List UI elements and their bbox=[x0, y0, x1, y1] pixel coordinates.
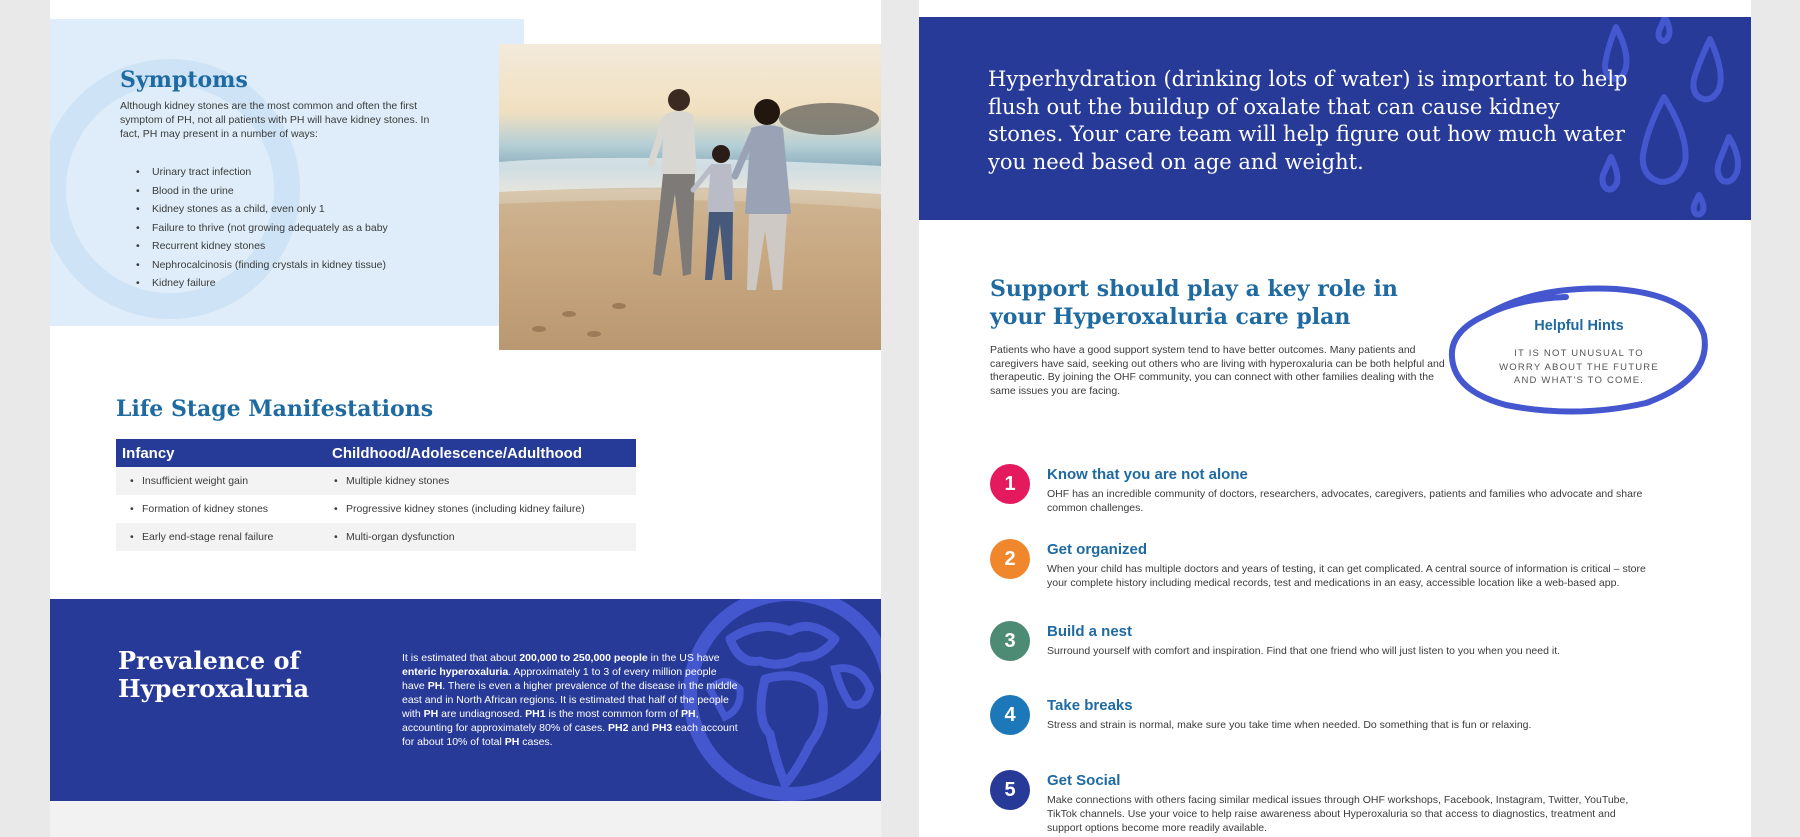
support-title: Support should play a key role in your Hyperoxaluria care plan bbox=[990, 276, 1398, 330]
page-footer-strip bbox=[50, 801, 881, 837]
table-cell: • Multiple kidney stones bbox=[326, 467, 636, 495]
helpful-hints-callout bbox=[1446, 279, 1712, 419]
table-cell: • Insufficient weight gain bbox=[116, 467, 326, 495]
table-row bbox=[116, 495, 636, 523]
table-header-childhood: Childhood/Adolescence/Adulthood bbox=[326, 439, 636, 467]
list-item: • Recurrent kidney stones bbox=[152, 237, 388, 256]
support-text: Patients who have a good support system tend to have better outcomes. Many patients and caregivers have said, seeking out others who are living with hyperoxaluria can be both helpful and therapeutic. By joining the OHF community, you can connect with other families dealing with the same issues you are facing. bbox=[990, 344, 1445, 397]
cell-text: Multi-organ dysfunction bbox=[346, 531, 455, 543]
tip-text: Make connections with others facing similar medical issues through OHF workshops, Facebook, Instagram, Twitter, YouTube, TikTok channels. Use your voice to help raise awareness about Hyperoxaluria so that access to diagnostics, treatment and support options become more readily available. bbox=[1047, 794, 1629, 834]
text-bold: PH bbox=[680, 708, 696, 720]
table-row bbox=[116, 467, 636, 495]
number-badge: 2 bbox=[990, 539, 1030, 579]
table-cell: • Progressive kidney stones (including kidney failure) bbox=[326, 495, 636, 523]
text-run: cases. bbox=[519, 736, 553, 748]
list-item: • Nephrocalcinosis (finding crystals in kidney tissue) bbox=[152, 256, 388, 275]
number-badge: 1 bbox=[990, 464, 1030, 504]
prevalence-text bbox=[402, 651, 742, 749]
list-item: • Failure to thrive (not growing adequately as a baby bbox=[152, 219, 388, 238]
table-cell: • Multi-organ dysfunction bbox=[326, 523, 636, 551]
cell-text: Early end-stage renal failure bbox=[142, 531, 274, 543]
prevalence-section bbox=[50, 599, 881, 801]
tip-text: Surround yourself with comfort and inspiration. Find that one friend who will just listen to you when you need it. bbox=[1047, 645, 1561, 657]
beach-scene-illustration bbox=[499, 44, 881, 350]
tip-title: Get organized bbox=[1047, 541, 1148, 558]
text-run: and bbox=[628, 722, 652, 734]
cell-text: Formation of kidney stones bbox=[142, 503, 269, 515]
tip-title: Know that you are not alone bbox=[1047, 466, 1248, 483]
list-item: • Kidney failure bbox=[152, 274, 388, 293]
life-stage-table bbox=[116, 439, 636, 551]
text-bold: PH bbox=[423, 708, 439, 720]
text-bold: enteric hyperoxaluria bbox=[402, 666, 509, 678]
symptoms-panel bbox=[50, 19, 524, 326]
table-row bbox=[116, 523, 636, 551]
prevalence-title bbox=[118, 647, 338, 703]
number-badge: 3 bbox=[990, 621, 1030, 661]
helpful-hints-text: IT IS NOT UNUSUAL TO WORRY ABOUT THE FUTURE AND WHAT'S TO COME. bbox=[1499, 348, 1659, 386]
text-run: , accounting for approximately 80% of cases. bbox=[402, 708, 699, 734]
table-cell: • Early end-stage renal failure bbox=[116, 523, 326, 551]
text-bold: PH bbox=[427, 680, 443, 692]
cell-text: Progressive kidney stones (including kidney failure) bbox=[346, 503, 585, 515]
tip-title: Get Social bbox=[1047, 772, 1121, 789]
hydration-text: Hyperhydration (drinking lots of water) is important to help flush out the buildup of oxalate that can cause kidney stones. Your care team will help figure out how much water you need based on age and weight. bbox=[988, 67, 1628, 174]
text-run: It is estimated that about bbox=[402, 652, 520, 664]
tip-title: Take breaks bbox=[1047, 697, 1133, 714]
symptoms-list bbox=[152, 163, 388, 293]
symptoms-intro: Although kidney stones are the most common and often the first symptom of PH, not all patients with PH will have kidney stones. In fact, PH may present in a number of ways: bbox=[120, 100, 430, 140]
prevalence-title-line2: Hyperoxaluria bbox=[118, 674, 310, 703]
tip-text: When your child has multiple doctors and years of testing, it can get complicated. A central source of information is critical – store your complete history including medical records, test and medications in an easy, accessible location like a web-based app. bbox=[1047, 563, 1646, 589]
text-run: are undiagnosed. bbox=[438, 708, 526, 720]
number-badge: 5 bbox=[990, 770, 1030, 810]
tip-title: Build a nest bbox=[1047, 623, 1133, 640]
list-item: • Kidney stones as a child, even only 1 bbox=[152, 200, 388, 219]
list-item: • Blood in the urine bbox=[152, 182, 388, 201]
text-bold: PH3 bbox=[651, 722, 673, 734]
tip-text: Stress and strain is normal, make sure you take time when needed. Do something that is fun or relaxing. bbox=[1047, 719, 1532, 731]
text-bold: PH bbox=[504, 736, 520, 748]
list-item: • Urinary tract infection bbox=[152, 163, 388, 182]
text-bold: PH1 bbox=[525, 708, 546, 720]
tip-text: OHF has an incredible community of doctors, researchers, advocates, caregivers, patients and families who advocate and share common challenges. bbox=[1047, 488, 1643, 514]
helpful-hints-title: Helpful Hints bbox=[1534, 318, 1624, 334]
table-header-infancy: Infancy bbox=[116, 439, 326, 467]
text-run: is the most common form of bbox=[545, 708, 681, 720]
left-page bbox=[50, 0, 881, 837]
right-page bbox=[919, 0, 1751, 837]
life-stage-title: Life Stage Manifestations bbox=[116, 396, 434, 422]
number-badge: 4 bbox=[990, 695, 1030, 735]
text-run: each account for about 10% of total bbox=[402, 722, 738, 748]
family-beach-photo bbox=[499, 44, 881, 350]
text-run: in the US have bbox=[647, 652, 720, 664]
prevalence-title-line1: Prevalence of bbox=[118, 646, 300, 675]
hydration-banner bbox=[919, 17, 1751, 220]
text-run: . Approximately 1 to 3 of every million people have bbox=[402, 666, 717, 692]
text-bold: 200,000 to 250,000 people bbox=[519, 652, 648, 664]
cell-text: Multiple kidney stones bbox=[346, 475, 450, 487]
cell-text: Insufficient weight gain bbox=[142, 475, 249, 487]
symptoms-title: Symptoms bbox=[120, 67, 248, 93]
table-cell: • Formation of kidney stones bbox=[116, 495, 326, 523]
text-bold: PH2 bbox=[608, 722, 629, 734]
text-run: . There is even a higher prevalence of the disease in the middle east and in North African regions. It is estimated that half of the people with bbox=[402, 680, 738, 720]
